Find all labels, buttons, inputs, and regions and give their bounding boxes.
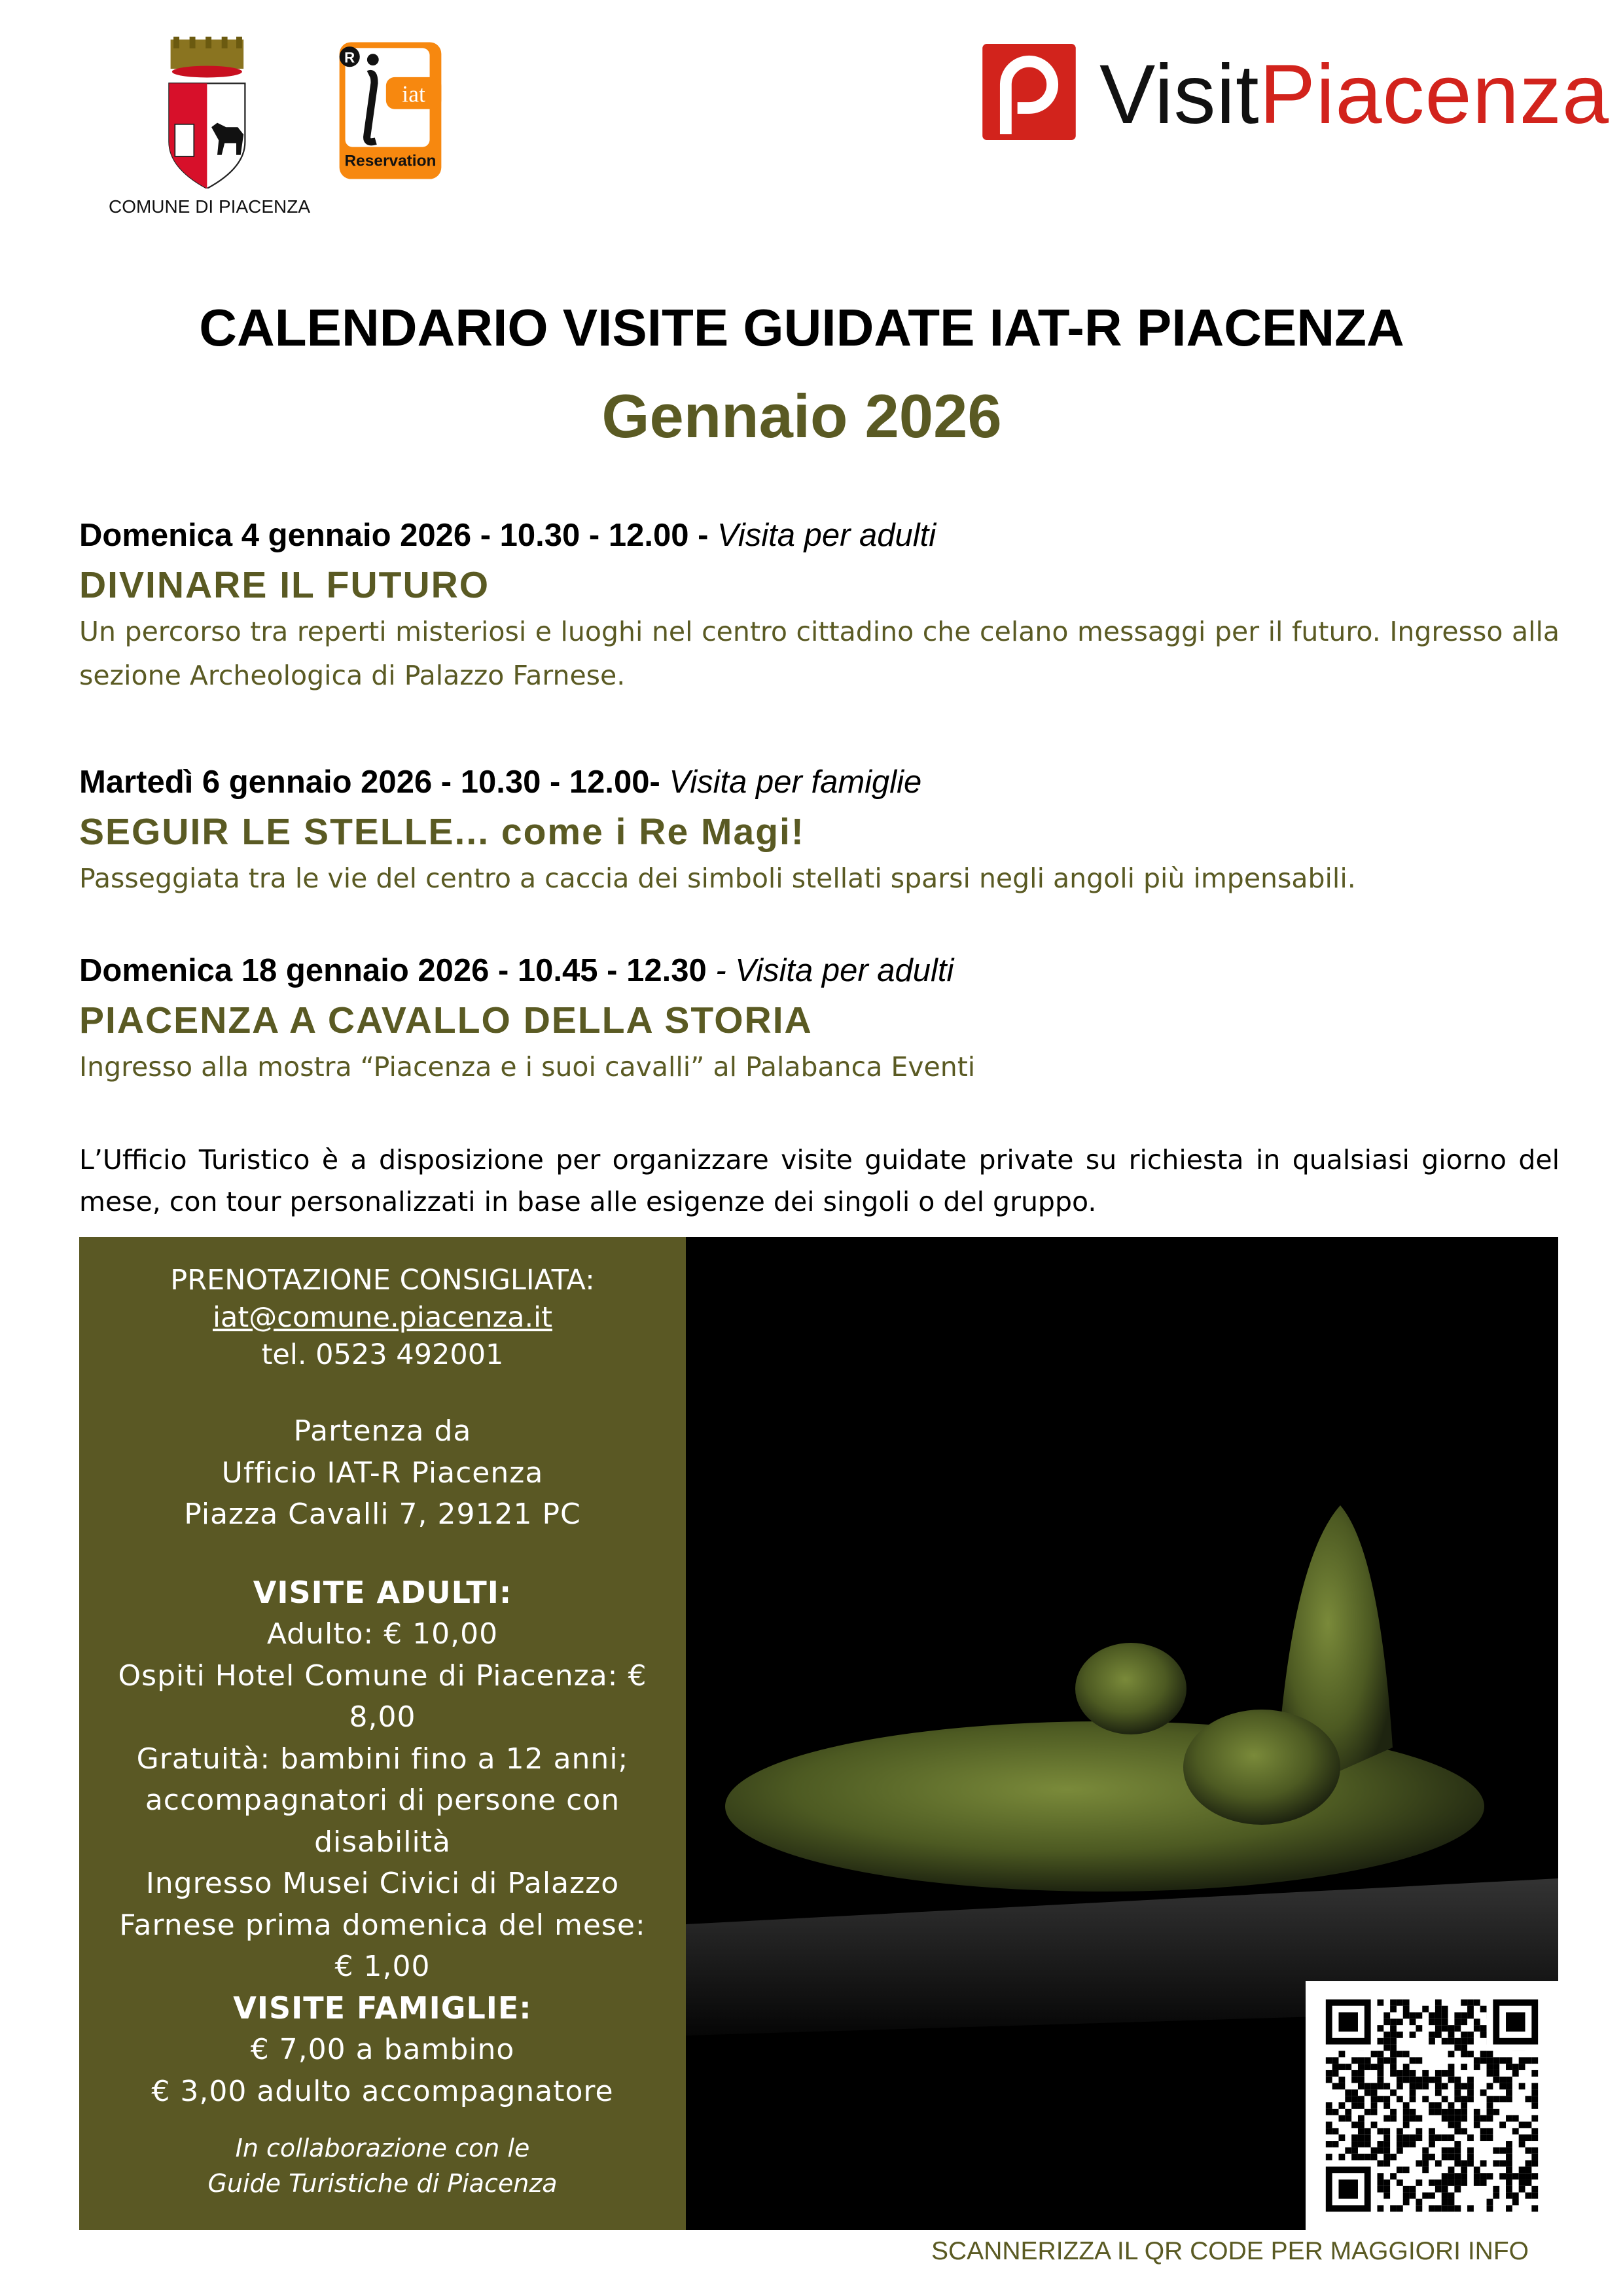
event-item: [79, 514, 1560, 698]
event-title: SEGUIR LE STELLE... come i Re Magi!: [79, 811, 805, 853]
event-title: DIVINARE IL FUTURO: [79, 564, 490, 606]
info-paragraph: L’Ufficio Turistico è a disposizione per organizzare visite guidate private su richiesta in qualsiasi giorno del mese, con tour personalizzati in base alle esigenze dei singoli o del gruppo.: [79, 1144, 1560, 1217]
adults-price-line: accompagnatori di persone con: [145, 1784, 620, 1817]
event-date: Domenica 18 gennaio 2026 - 10.45 - 12.30: [79, 953, 707, 988]
adults-price-line: Gratuità: bambini fino a 12 anni;: [136, 1742, 629, 1776]
event-type: Visita per adulti: [717, 518, 936, 553]
visitpiacenza-p-icon: [982, 44, 1076, 140]
departure-line: Piazza Cavalli 7, 29121 PC: [184, 1498, 581, 1531]
email-link[interactable]: iat@comune.piacenza.it: [213, 1301, 552, 1334]
event-date-line: [79, 761, 1560, 803]
adults-price-line: 8,00: [349, 1700, 416, 1734]
event-date: Domenica 4 gennaio 2026 - 10.30 - 12.00 -: [79, 518, 709, 553]
comune-coat-of-arms-logo: [164, 37, 252, 188]
event-date-line: [79, 950, 1560, 992]
event-title: PIACENZA A CAVALLO DELLA STORIA: [79, 999, 813, 1041]
event-type: - Visita per adulti: [715, 953, 954, 988]
phone-number: tel. 0523 492001: [261, 1338, 504, 1371]
families-price-line: € 7,00 a bambino: [250, 2033, 515, 2066]
adults-price-line: Ospiti Hotel Comune di Piacenza: €: [118, 1659, 647, 1693]
month-subtitle: Gennaio 2026: [601, 382, 1002, 450]
collaboration-note: In collaborazione con le Guide Turistiche di Piacenza: [207, 2134, 558, 2198]
brand-visit: Visit: [1099, 48, 1260, 141]
event-date: Martedì 6 gennaio 2026 - 10.30 - 12.00-: [79, 764, 660, 800]
adults-price-line: € 1,00: [334, 1950, 431, 1983]
svg-text:R: R: [344, 49, 355, 66]
departure-line: Partenza da: [293, 1414, 472, 1448]
event-item: [79, 761, 1560, 901]
event-description: Un percorso tra reperti misteriosi e luoghi nel centro cittadino che celano messaggi per il futuro. Ingresso alla sezione Archeologica di Palazzo Farnese.: [79, 616, 1560, 691]
comune-label: COMUNE DI PIACENZA: [108, 196, 311, 217]
qr-caption: SCANNERIZZA IL QR CODE PER MAGGIORI INFO: [931, 2237, 1529, 2265]
departure-line: Ufficio IAT-R Piacenza: [221, 1456, 544, 1490]
event-description: Ingresso alla mostra “Piacenza e i suoi cavalli” al Palabanca Eventi: [79, 1051, 976, 1083]
booking-info-panel: [79, 1237, 686, 2230]
visitpiacenza-wordmark: [1099, 46, 1609, 144]
iat-logo-sub: Reservation: [344, 152, 437, 170]
event-description: Passeggiata tra le vie del centro a caccia dei simboli stellati sparsi negli angoli più impensabili.: [79, 863, 1356, 894]
iat-logo-text: iat: [402, 81, 425, 107]
brand-city: Piacenza: [1259, 48, 1610, 141]
event-item: [79, 950, 1560, 1089]
qr-code[interactable]: [1306, 1981, 1558, 2230]
adults-price-line: disabilità: [314, 1825, 451, 1859]
event-type: Visita per famiglie: [669, 764, 922, 800]
families-heading: VISITE FAMIGLIE:: [233, 1990, 532, 2026]
adults-price-line: Adulto: € 10,00: [266, 1617, 499, 1651]
families-price-line: € 3,00 adulto accompagnatore: [151, 2074, 614, 2108]
adults-price-line: Ingresso Musei Civici di Palazzo: [145, 1867, 620, 1900]
booking-heading: PRENOTAZIONE CONSIGLIATA:: [170, 1264, 595, 1297]
page-title: CALENDARIO VISITE GUIDATE IAT-R PIACENZA: [199, 298, 1404, 357]
adults-price-line: Farnese prima domenica del mese:: [119, 1908, 646, 1942]
adults-heading: VISITE ADULTI:: [253, 1574, 512, 1610]
iat-reservation-logo: [336, 39, 444, 182]
event-date-line: [79, 514, 1560, 556]
